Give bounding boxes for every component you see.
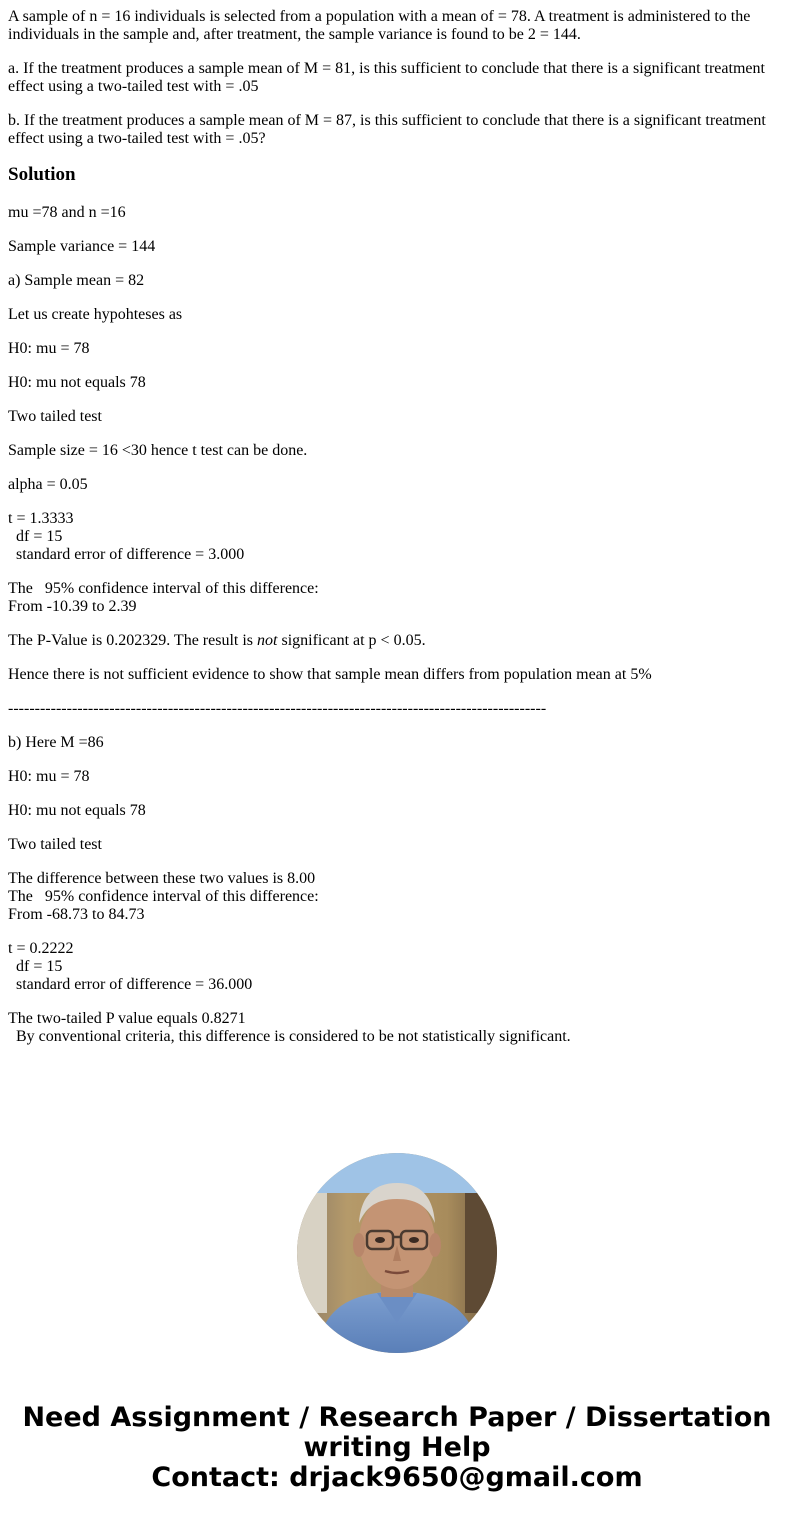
df-b: df = 15 [16, 958, 63, 975]
se-a: standard error of difference = 3.000 [16, 546, 245, 563]
t-result-a [8, 510, 786, 564]
se-b: standard error of difference = 36.000 [16, 976, 253, 993]
pvalue-a-pre: The P-Value is 0.202329. The result is [8, 632, 258, 649]
divider: ----------------------------------------------------------------------------------------------------- [8, 700, 547, 717]
solution-line: Let us create hypohteses as [8, 306, 183, 323]
ci-b [8, 870, 786, 924]
t-value-b: t = 0.2222 [8, 940, 74, 957]
footer-line-2: writing Help [303, 1432, 491, 1463]
solution-line: alpha = 0.05 [8, 476, 88, 493]
ci-a-range: From -10.39 to 2.39 [8, 598, 137, 615]
solution-line: Sample size = 16 <30 hence t test can be done. [8, 442, 308, 459]
question-intro: A sample of n = 16 individuals is selected from a population with a mean of = 78. A treatment is administered to the individuals in the sample and, after treatment, the sample variance is found to be 2 = 144. [8, 8, 751, 43]
df-a: df = 15 [16, 528, 63, 545]
pvalue-b [8, 1010, 786, 1046]
solution-line: a) Sample mean = 82 [8, 272, 145, 289]
avatar-photo-icon [297, 1153, 497, 1353]
ci-b-label: The 95% confidence interval of this difference: [8, 888, 319, 905]
solution-line: H0: mu = 78 [8, 768, 90, 785]
conclusion-b: By conventional criteria, this difference is considered to be not statistically significant. [16, 1028, 571, 1045]
solution-line: Sample variance = 144 [8, 238, 156, 255]
t-result-b [8, 940, 786, 994]
conclusion-a: Hence there is not sufficient evidence to show that sample mean differs from population mean at 5% [8, 666, 652, 683]
pvalue-b-text: The two-tailed P value equals 0.8271 [8, 1010, 246, 1027]
footer-line-1: Need Assignment / Research Paper / Dissertation [22, 1402, 772, 1433]
solution-line: Two tailed test [8, 836, 102, 853]
ci-a [8, 580, 786, 616]
solution-line: b) Here M =86 [8, 734, 104, 751]
pvalue-a-post: significant at p < 0.05. [277, 632, 426, 649]
t-value-a: t = 1.3333 [8, 510, 74, 527]
avatar [297, 1153, 497, 1353]
ci-b-range: From -68.73 to 84.73 [8, 906, 145, 923]
question-part-b: b. If the treatment produces a sample mean of M = 87, is this sufficient to conclude that there is a significant treatment effect using a two-tailed test with = .05? [8, 112, 766, 147]
footer-banner [0, 1403, 794, 1493]
pvalue-a-emphasis: not [257, 632, 278, 649]
document-body [8, 8, 786, 1062]
question-part-a: a. If the treatment produces a sample mean of M = 81, is this sufficient to conclude that there is a significant treatment effect using a two-tailed test with = .05 [8, 60, 765, 95]
solution-line: H0: mu not equals 78 [8, 374, 146, 391]
solution-line: mu =78 and n =16 [8, 204, 126, 221]
pvalue-a [8, 632, 786, 650]
footer-contact: Contact: drjack9650@gmail.com [151, 1462, 643, 1493]
solution-line: Two tailed test [8, 408, 102, 425]
solution-line: H0: mu = 78 [8, 340, 90, 357]
solution-line: H0: mu not equals 78 [8, 802, 146, 819]
solution-heading: Solution [8, 164, 76, 185]
diff-b: The difference between these two values is 8.00 [8, 870, 316, 887]
ci-a-label: The 95% confidence interval of this difference: [8, 580, 319, 597]
